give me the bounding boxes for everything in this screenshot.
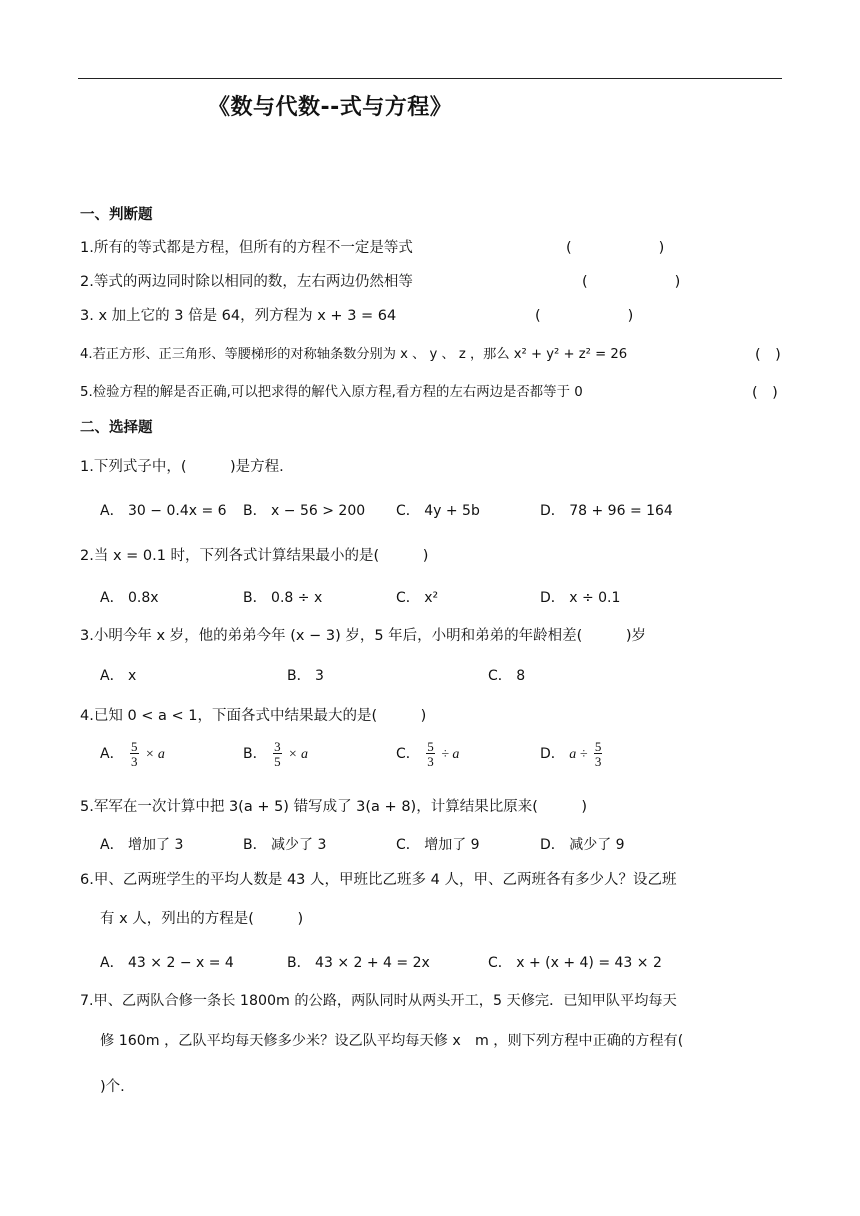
tf-answer-blank-1: ( )	[566, 240, 665, 256]
mc5-option-d: D． 减少了 9	[540, 837, 625, 853]
mc4-option-d	[540, 740, 604, 768]
mc4-option-c	[396, 740, 459, 768]
mc5-option-b: B． 减少了 3	[243, 837, 327, 853]
tf-answer-blank-5: ( )	[752, 385, 778, 401]
tf-question-1: 1.所有的等式都是方程，但所有的方程不一定是等式	[80, 240, 413, 256]
mc-question-5: 5.军军在一次计算中把 3(a + 5) 错写成了 3(a + 8)，计算结果比原来( )	[80, 799, 588, 815]
mc4-option-a-fraction	[130, 740, 139, 768]
mc3-option-b: B． 3	[287, 668, 324, 684]
mc-question-7-line-3: )个.	[100, 1079, 125, 1095]
fraction-numerator: 3	[274, 739, 281, 754]
fraction-denominator: 3	[131, 754, 138, 769]
fraction-denominator: 3	[594, 754, 602, 769]
page-title: 《数与代数--式与方程》	[208, 95, 453, 120]
fraction-numerator: 5	[427, 739, 434, 754]
tf-question-2: 2.等式的两边同时除以相同的数，左右两边仍然相等	[80, 274, 413, 290]
mc-question-2: 2.当 x = 0.1 时，下列各式计算结果最小的是( )	[80, 548, 429, 564]
tf-question-4: 4.若正方形、正三角形、等腰梯形的对称轴条数分别为 x 、 y 、 z ，那么 x² + y² + z² = 26	[80, 347, 628, 362]
mc4-option-c-fraction	[426, 740, 435, 768]
section-heading-true-false: 一、判断题	[80, 207, 153, 223]
mc6-option-a: A． 43 × 2 − x = 4	[100, 955, 234, 971]
mc-question-6-line-2: 有 x 人，列出的方程是( )	[100, 911, 304, 927]
fraction-numerator: 5	[594, 739, 602, 754]
mc4-option-d-letter: D．	[540, 746, 565, 762]
mc4-option-b-letter: B．	[243, 746, 267, 762]
mc3-option-a: A． x	[100, 668, 137, 684]
mc1-option-d: D． 78 + 96 = 164	[540, 503, 673, 519]
header-rule	[78, 78, 782, 79]
mc4-option-b	[243, 740, 308, 768]
tf-answer-blank-2: ( )	[582, 274, 681, 290]
mc5-option-a: A． 增加了 3	[100, 837, 184, 853]
mc2-option-c: C． x²	[396, 590, 439, 606]
fraction-numerator: 5	[131, 739, 138, 754]
mc-question-7-line-1: 7.甲、乙两队合修一条长 1800m 的公路，两队同时从两头开工，5 天修完．已知甲队平均每天	[80, 993, 677, 1009]
mc3-option-c: C． 8	[488, 668, 526, 684]
mc-question-7-line-2: 修 160m ，乙队平均每天修多少米？设乙队平均每天修 x m ，则下列方程中正确的方程有(	[100, 1033, 684, 1049]
mc-question-6-line-1: 6.甲、乙两班学生的平均人数是 43 人，甲班比乙班多 4 人，甲、乙两班各有多少人？设乙班	[80, 872, 677, 888]
mc2-option-a: A． 0.8x	[100, 590, 159, 606]
mc4-option-c-operator: ÷ a	[441, 747, 460, 762]
mc6-option-c: C． x + (x + 4) = 43 × 2	[488, 955, 662, 971]
mc4-option-b-operator: × a	[288, 747, 308, 762]
fraction-denominator: 5	[274, 754, 281, 769]
mc2-option-b: B． 0.8 ÷ x	[243, 590, 323, 606]
mc-question-3: 3.小明今年 x 岁，他的弟弟今年 (x − 3) 岁，5 年后，小明和弟弟的年龄相差( )岁	[80, 628, 646, 644]
mc4-option-d-fraction	[594, 740, 603, 768]
mc4-option-a-letter: A．	[100, 746, 124, 762]
mc4-option-a	[100, 740, 165, 768]
mc4-option-d-operator: a ÷	[569, 747, 588, 762]
mc2-option-d: D． x ÷ 0.1	[540, 590, 621, 606]
section-heading-multiple-choice: 二、选择题	[80, 420, 153, 436]
tf-question-5: 5.检验方程的解是否正确,可以把求得的解代入原方程,看方程的左右两边是否都等于 0	[80, 385, 583, 400]
fraction-denominator: 3	[427, 754, 434, 769]
mc4-option-b-fraction	[273, 740, 282, 768]
mc4-option-c-letter: C．	[396, 746, 420, 762]
mc5-option-c: C． 增加了 9	[396, 837, 480, 853]
mc6-option-b: B． 43 × 2 + 4 = 2x	[287, 955, 430, 971]
tf-answer-blank-3: ( )	[535, 308, 634, 324]
mc-question-1: 1.下列式子中，( )是方程.	[80, 459, 284, 475]
tf-question-3: 3. x 加上它的 3 倍是 64，列方程为 x + 3 = 64	[80, 308, 397, 324]
tf-answer-blank-4: ( )	[755, 347, 781, 363]
mc1-option-a: A． 30 − 0.4x = 6	[100, 503, 227, 519]
mc-question-4: 4.已知 0 < a < 1，下面各式中结果最大的是( )	[80, 708, 427, 724]
mc1-option-b: B． x − 56 > 200	[243, 503, 366, 519]
mc4-option-a-operator: × a	[144, 747, 165, 762]
mc1-option-c: C． 4y + 5b	[396, 503, 480, 519]
